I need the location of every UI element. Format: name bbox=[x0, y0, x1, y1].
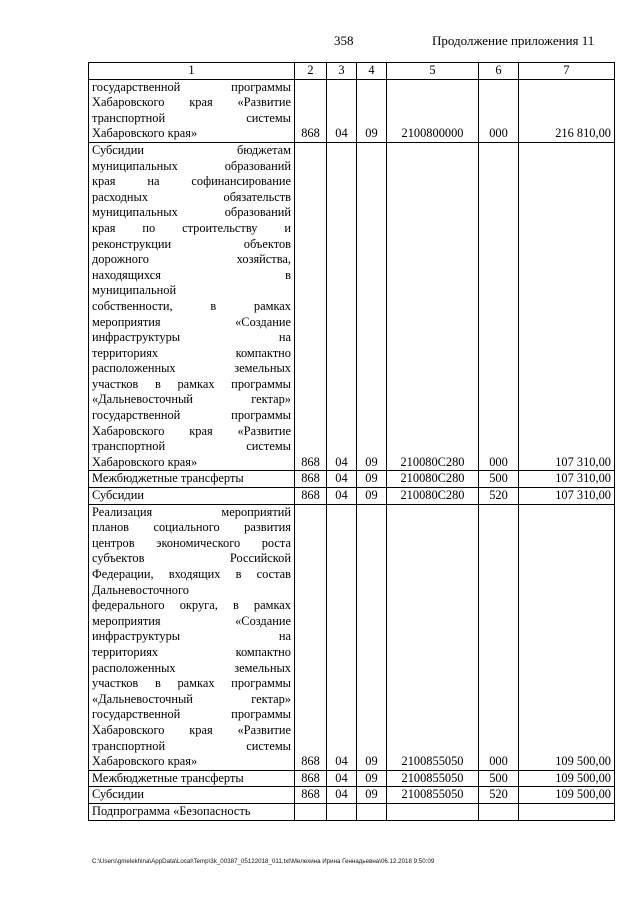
expense-type-code-cell: 500 bbox=[479, 471, 519, 488]
description-line: края по строительству и bbox=[92, 220, 291, 235]
section-code-cell: 04 bbox=[327, 79, 357, 142]
description-line: Межбюджетные трансферты bbox=[92, 770, 244, 785]
expense-type-code-cell: 500 bbox=[479, 770, 519, 787]
table-row bbox=[89, 142, 615, 470]
table-row bbox=[89, 787, 615, 804]
target-article-code-cell: 210080С280 bbox=[387, 488, 479, 505]
expense-type-code-cell: 000 bbox=[479, 504, 519, 770]
target-article-code-cell: 210080С280 bbox=[387, 471, 479, 488]
description-line: Подпрограмма «Безопасность bbox=[92, 803, 251, 818]
description-line: Субсидии bbox=[92, 488, 144, 503]
target-article-code-cell: 210080С280 bbox=[387, 142, 479, 470]
description-line: расположенных земельных bbox=[92, 361, 291, 376]
page-number: 358 bbox=[334, 33, 354, 48]
section-code-cell: 04 bbox=[327, 471, 357, 488]
amount-cell: 109 500,00 bbox=[519, 504, 615, 770]
subsection-code-cell: 09 bbox=[357, 504, 387, 770]
amount-cell: 107 310,00 bbox=[519, 142, 615, 470]
expense-type-code-cell: 000 bbox=[479, 142, 519, 470]
column-number-1: 1 bbox=[89, 63, 295, 80]
expense-type-code-cell: 520 bbox=[479, 787, 519, 804]
column-number-6: 6 bbox=[479, 63, 519, 80]
description-line: государственной программы bbox=[92, 707, 291, 722]
section-code-cell: 04 bbox=[327, 488, 357, 505]
description-line: федерального округа, в рамках bbox=[92, 598, 291, 613]
description-line: планов социального развития bbox=[92, 520, 291, 535]
description-line: территориях компактно bbox=[92, 345, 291, 360]
budget-allocation-table bbox=[88, 62, 615, 821]
description-line: государственной программы bbox=[92, 79, 291, 94]
row-description bbox=[89, 504, 295, 770]
ministry-code-cell bbox=[295, 803, 327, 820]
description-line: собственности, в рамках bbox=[92, 298, 291, 313]
column-number-5: 5 bbox=[387, 63, 479, 80]
description-line: дорожного хозяйства, bbox=[92, 252, 291, 267]
description-line: транспортной системы bbox=[92, 110, 291, 125]
description-line: «Дальневосточный гектар» bbox=[92, 392, 291, 407]
document-file-path-footer: C:\Users\gmelekhina\AppData\Local\Temp\3k_00387_05122018_011.txt\Мелехина Ирина Геннадьевна\06.12.2018 9:50:09 bbox=[92, 858, 435, 865]
table-row bbox=[89, 471, 615, 488]
description-line: участков в рамках программы bbox=[92, 676, 291, 691]
column-number-4: 4 bbox=[357, 63, 387, 80]
ministry-code-cell: 868 bbox=[295, 142, 327, 470]
expense-type-code-cell bbox=[479, 803, 519, 820]
target-article-code-cell bbox=[387, 803, 479, 820]
table-row bbox=[89, 488, 615, 505]
ministry-code-cell: 868 bbox=[295, 787, 327, 804]
row-description bbox=[89, 803, 295, 820]
description-line: Субсидии bbox=[92, 787, 144, 802]
subsection-code-cell: 09 bbox=[357, 770, 387, 787]
table-row bbox=[89, 770, 615, 787]
description-line: Субсидии бюджетам bbox=[92, 142, 291, 157]
amount-cell: 107 310,00 bbox=[519, 488, 615, 505]
table-row bbox=[89, 79, 615, 142]
description-line: территориях компактно bbox=[92, 644, 291, 659]
ministry-code-cell: 868 bbox=[295, 770, 327, 787]
column-number-3: 3 bbox=[327, 63, 357, 80]
description-line: инфраструктуры на bbox=[92, 330, 291, 345]
amount-cell: 107 310,00 bbox=[519, 471, 615, 488]
amount-cell: 109 500,00 bbox=[519, 770, 615, 787]
target-article-code-cell: 2100855050 bbox=[387, 787, 479, 804]
column-number-row bbox=[89, 63, 615, 80]
description-line: государственной программы bbox=[92, 408, 291, 423]
description-line: Федерации, входящих в состав bbox=[92, 567, 291, 581]
ministry-code-cell: 868 bbox=[295, 471, 327, 488]
section-code-cell: 04 bbox=[327, 504, 357, 770]
description-line: инфраструктуры на bbox=[92, 629, 291, 644]
row-description bbox=[89, 770, 295, 787]
description-line: Хабаровского края «Развитие bbox=[92, 722, 291, 737]
subsection-code-cell bbox=[357, 803, 387, 820]
description-line: муниципальных образований bbox=[92, 158, 291, 173]
row-description bbox=[89, 142, 295, 470]
description-line: Хабаровского края «Развитие bbox=[92, 423, 291, 438]
row-description bbox=[89, 488, 295, 505]
subsection-code-cell: 09 bbox=[357, 142, 387, 470]
subsection-code-cell: 09 bbox=[357, 471, 387, 488]
target-article-code-cell: 2100855050 bbox=[387, 504, 479, 770]
description-line: реконструкции объектов bbox=[92, 236, 291, 251]
description-line: Хабаровского края» bbox=[92, 454, 198, 469]
expense-type-code-cell: 000 bbox=[479, 79, 519, 142]
section-code-cell bbox=[327, 803, 357, 820]
description-line: участков в рамках программы bbox=[92, 376, 291, 391]
row-description bbox=[89, 79, 295, 142]
amount-cell bbox=[519, 803, 615, 820]
ministry-code-cell: 868 bbox=[295, 488, 327, 505]
description-line: Хабаровского края «Развитие bbox=[92, 95, 291, 110]
description-line: транспортной системы bbox=[92, 439, 291, 454]
description-line: Хабаровского края» bbox=[92, 754, 198, 769]
row-description bbox=[89, 471, 295, 488]
description-line: транспортной системы bbox=[92, 738, 291, 753]
section-code-cell: 04 bbox=[327, 770, 357, 787]
column-number-7: 7 bbox=[519, 63, 615, 80]
description-line: муниципальных образований bbox=[92, 205, 291, 220]
table-row bbox=[89, 803, 615, 820]
description-line: Межбюджетные трансферты bbox=[92, 471, 244, 486]
section-code-cell: 04 bbox=[327, 787, 357, 804]
expense-type-code-cell: 520 bbox=[479, 488, 519, 505]
ministry-code-cell: 868 bbox=[295, 79, 327, 142]
column-number-2: 2 bbox=[295, 63, 327, 80]
description-line: муниципальной bbox=[92, 283, 177, 298]
target-article-code-cell: 2100800000 bbox=[387, 79, 479, 142]
description-line: «Дальневосточный гектар» bbox=[92, 691, 291, 706]
description-line: расходных обязательств bbox=[92, 189, 291, 204]
subsection-code-cell: 09 bbox=[357, 787, 387, 804]
target-article-code-cell: 2100855050 bbox=[387, 770, 479, 787]
table-row bbox=[89, 504, 615, 770]
description-line: находящихся в bbox=[92, 267, 291, 282]
description-line: субъектов Российской bbox=[92, 551, 291, 566]
description-line: Реализация мероприятий bbox=[92, 504, 291, 519]
ministry-code-cell: 868 bbox=[295, 504, 327, 770]
subsection-code-cell: 09 bbox=[357, 488, 387, 505]
description-line: края на софинансирование bbox=[92, 174, 291, 189]
row-description bbox=[89, 787, 295, 804]
description-line: центров экономического роста bbox=[92, 535, 291, 550]
section-code-cell: 04 bbox=[327, 142, 357, 470]
description-line: расположенных земельных bbox=[92, 660, 291, 675]
description-line: мероприятия «Создание bbox=[92, 613, 291, 628]
description-line: мероприятия «Создание bbox=[92, 314, 291, 329]
appendix-continuation-note: Продолжение приложения 11 bbox=[432, 33, 595, 48]
description-line: Хабаровского края» bbox=[92, 126, 198, 141]
amount-cell: 216 810,00 bbox=[519, 79, 615, 142]
subsection-code-cell: 09 bbox=[357, 79, 387, 142]
description-line: Дальневосточного bbox=[92, 582, 189, 597]
amount-cell: 109 500,00 bbox=[519, 787, 615, 804]
